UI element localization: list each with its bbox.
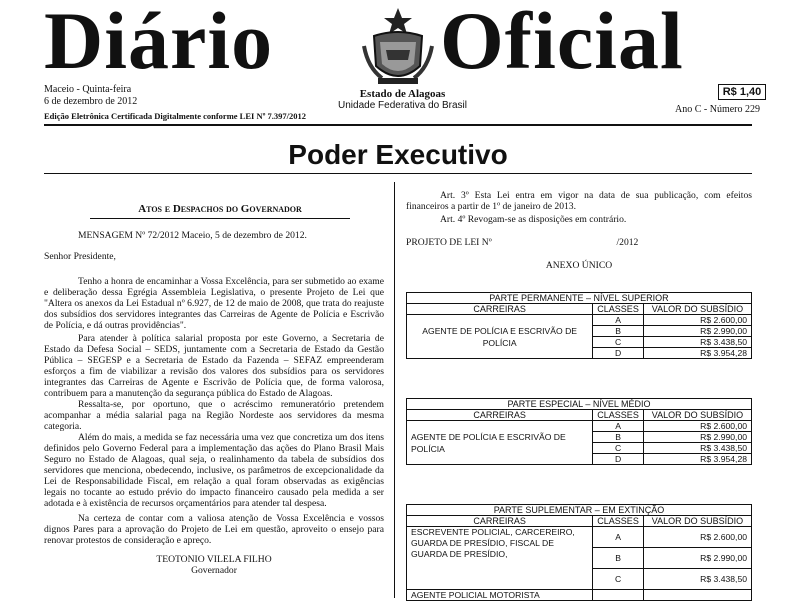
salary-table-supplementary — [406, 504, 752, 601]
value-cell: R$ 3.438,50 — [643, 443, 751, 454]
value-cell: R$ 2.600,00 — [643, 527, 751, 548]
value-cell: R$ 2.600,00 — [643, 421, 751, 432]
bill-year: /2012 — [616, 237, 639, 248]
table-title: PARTE ESPECIAL – NÍVEL MÉDIO — [407, 399, 752, 410]
class-cell: A — [593, 315, 644, 326]
bill-label: PROJETO DE LEI Nº — [406, 237, 492, 248]
state-name: Estado de Alagoas — [359, 88, 446, 100]
atos-heading: Atos e Despachos do Governador — [138, 203, 302, 215]
career-cell: AGENTE DE POLÍCIA E ESCRIVÃO DE POLÍCIA — [407, 315, 593, 359]
paragraph: Ressalta-se, por oportuno, que o acréscimo remuneratório pretendem acompanhar a média salarial paga na Região Nordeste aos servidores da mesma categoria. — [44, 399, 384, 432]
right-column — [406, 190, 752, 271]
value-cell-empty — [643, 590, 751, 601]
paragraph: Além do mais, a medida se faz necessária uma vez que concretiza um dos itens definidos pelo Governo Federal para a implementação das ações do Plano Brasil Mais Seguro no Estado de Alagoas, qual seja, o realinhamento da tabela de subsídios dos servidores que menciona, obedecendo, inclusive, os parâmetros de excepcionalidade da Lei de Responsabilidade Fiscal, em relação a qual foram observadas as exigências legais no tocante ao estudo prévio do impacto financeiro causado pela medida a ser adotada e à existência de recursos orçamentários para atender tal despesa. — [44, 432, 384, 509]
article-4: Art. 4º Revogam-se as disposições em contrário. — [440, 214, 627, 225]
class-cell: A — [593, 421, 644, 432]
salary-table-permanent — [406, 292, 752, 359]
header-classes: CLASSES — [593, 516, 644, 527]
class-cell: A — [593, 527, 644, 548]
table-title: PARTE SUPLEMENTAR – EM EXTINÇÃO — [407, 505, 752, 516]
header-value: VALOR DO SUBSÍDIO — [643, 304, 751, 315]
masthead-title-right: Oficial — [440, 0, 684, 86]
issue-date: 6 de dezembro de 2012 — [44, 96, 138, 107]
message-line: MENSAGEM Nº 72/2012 Maceio, 5 de dezembro de 2012. — [78, 230, 307, 241]
career-cell: AGENTE DE POLÍCIA E ESCRIVÃO DE POLÍCIA — [407, 421, 593, 465]
bill-number — [406, 237, 752, 248]
column-divider — [394, 182, 395, 598]
annex-title: ANEXO ÚNICO — [545, 260, 613, 271]
career-cell: ESCREVENTE POLICIAL, CARCEREIRO, GUARDA DE PRESÍDIO, FISCAL DE GUARDA DE PRESÍDIO, — [407, 527, 593, 590]
class-cell: D — [593, 348, 644, 359]
section-title: Poder Executivo — [288, 139, 508, 170]
header-classes: CLASSES — [593, 410, 644, 421]
class-cell: C — [593, 569, 644, 590]
header-careers: CARREIRAS — [407, 304, 593, 315]
signature-title: Governador — [191, 565, 237, 576]
federation-unit: Unidade Federativa do Brasil — [338, 100, 467, 111]
class-cell: D — [593, 454, 644, 465]
class-cell: B — [593, 326, 644, 337]
paragraph: Tenho a honra de encaminhar a Vossa Excelência, para ser submetido ao exame e deliberação dessa Egrégia Assembleia Legislativa, o presente Projeto de Lei que "Altera os anexos da Lei Estadual nº 6.927, de 12 de maio de 2008, que trata do reajuste dos subsídios dos servidores integrantes das Carreiras de Agente de Polícia e Escrivão de Polícia, e dá outras providências". — [44, 276, 384, 331]
class-cell: B — [593, 548, 644, 569]
price-badge: R$ 1,40 — [718, 84, 766, 100]
digital-certification: Edição Eletrônica Certificada Digitalmente conforme LEI Nº 7.397/2012 — [44, 111, 307, 121]
value-cell: R$ 3.438,50 — [643, 337, 751, 348]
class-cell: C — [593, 337, 644, 348]
value-cell: R$ 3.954,28 — [643, 454, 751, 465]
paragraph: Para atender à política salarial proposta por este Governo, a Secretaria de Estado da Defesa Social – SEDS, juntamente com a Secretaria de Estado da Gestão Pública – SEGESP e a Secretaria de Estado da Fazenda – SEFAZ empreenderam esforços a fim de viabilizar a revisão dos valores dos subsídios para os servidores integrantes das Carreiras de Agente e Escrivão de Polícia que, de forma valorosa, contribuem para a manutenção da segurança pública do Estado de Alagoas. — [44, 333, 384, 399]
atos-underline — [90, 218, 350, 219]
value-cell: R$ 2.990,00 — [643, 548, 751, 569]
masthead-divider — [44, 124, 752, 126]
salutation: Senhor Presidente, — [44, 251, 116, 262]
value-cell: R$ 3.438,50 — [643, 569, 751, 590]
city-day: Maceio - Quinta-feira — [44, 84, 132, 95]
article-3: Art. 3º Esta Lei entra em vigor na data de sua publicação, com efeitos financeiros a partir de 1º de janeiro de 2013. — [406, 190, 752, 212]
header-careers: CARREIRAS — [407, 410, 593, 421]
left-column — [44, 230, 384, 576]
section-divider — [44, 173, 752, 174]
header-classes: CLASSES — [593, 304, 644, 315]
salary-table-special — [406, 398, 752, 465]
state-coat-of-arms-icon — [360, 6, 436, 88]
value-cell: R$ 2.990,00 — [643, 326, 751, 337]
header-careers: CARREIRAS — [407, 516, 593, 527]
paragraph: Na certeza de contar com a valiosa atenção de Vossa Excelência e vossos dignos Pares para a aprovação do Projeto de Lei em questão, aproveito o ensejo para renovar protestos de consideração e apreço. — [44, 513, 384, 546]
edition-number: Ano C - Número 229 — [675, 104, 760, 115]
career-cell: AGENTE POLICIAL MOTORISTA — [407, 590, 593, 601]
signature-name: TEOTONIO VILELA FILHO — [156, 554, 272, 565]
value-cell: R$ 3.954,28 — [643, 348, 751, 359]
masthead-title-left: Diário — [44, 0, 274, 86]
header-value: VALOR DO SUBSÍDIO — [643, 410, 751, 421]
header-value: VALOR DO SUBSÍDIO — [643, 516, 751, 527]
class-cell: B — [593, 432, 644, 443]
value-cell: R$ 2.990,00 — [643, 432, 751, 443]
table-title: PARTE PERMANENTE – NÍVEL SUPERIOR — [407, 293, 752, 304]
class-cell: C — [593, 443, 644, 454]
class-cell-empty — [593, 590, 644, 601]
value-cell: R$ 2.600,00 — [643, 315, 751, 326]
